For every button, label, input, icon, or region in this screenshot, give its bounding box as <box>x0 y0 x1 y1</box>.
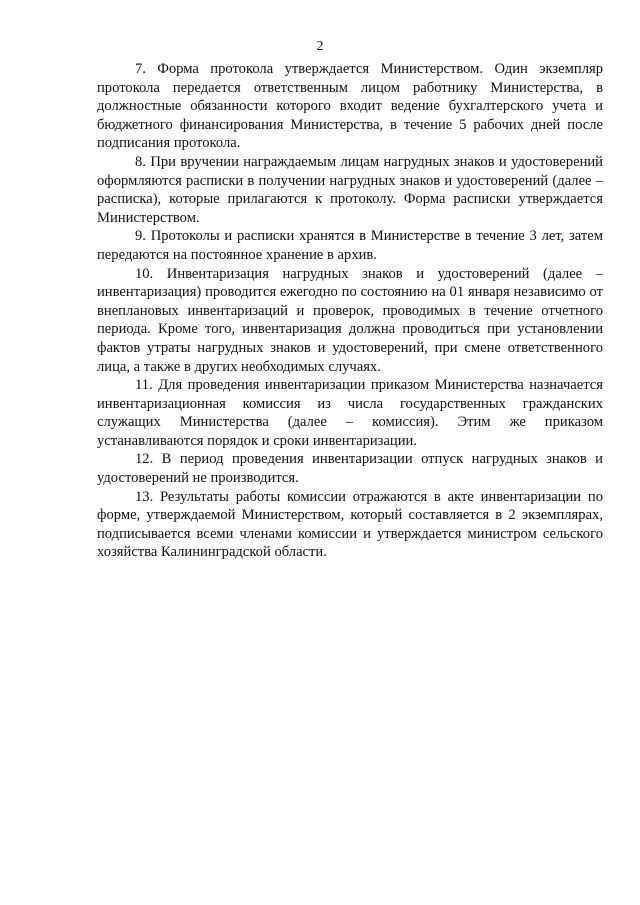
paragraph-8: 8. При вручении награждаемым лицам нагрудных знаков и удостоверений оформляются расписки в получении нагрудных знаков и удостоверений (далее – расписка), которые прилагаются к протоколу. Форма расписки утверждается Министерством. <box>97 153 603 226</box>
paragraph-12: 12. В период проведения инвентаризации отпуск нагрудных знаков и удостоверений не производится. <box>97 451 603 487</box>
paragraph-7: 7. Форма протокола утверждается Министерством. Один экземпляр протокола передается ответственным лицом работнику Министерства, в должностные обязанности которого входит ведение бухгалтерского учета и бюджетного финансирования Министерства, в течение 5 рабочих дней после подписания протокола. <box>97 61 603 152</box>
paragraph-9: 9. Протоколы и расписки хранятся в Министерстве в течение 3 лет, затем передаются на постоянное хранение в архив. <box>97 228 603 263</box>
paragraph-10: 10. Инвентаризация нагрудных знаков и удостоверений (далее – инвентаризация) проводится ежегодно по состоянию на 01 января независимо от внеплановых инвентаризаций и проверок, проводимых в течение отчетного периода. Кроме того, инвентаризация должна проводиться при установлении фактов утраты нагрудных знаков и удостоверений, при смене ответственного лица, а также в других необходимых случаях. <box>97 265 603 375</box>
page-number: 2 <box>316 39 324 54</box>
paragraph-13: 13. Результаты работы комиссии отражаются в акте инвентаризации по форме, утверждаемой Министерством, который составляется в 2 экземплярах, подписывается всеми членами комиссии и утверждается министром сельского хозяйства Калининградской области. <box>97 488 603 561</box>
document-body <box>97 60 603 562</box>
paragraph-11: 11. Для проведения инвентаризации приказом Министерства назначается инвентаризационная комиссия из числа государственных гражданских служащих Министерства (далее – комиссия). Этим же приказом устанавливаются порядок и сроки инвентаризации. <box>97 377 603 449</box>
